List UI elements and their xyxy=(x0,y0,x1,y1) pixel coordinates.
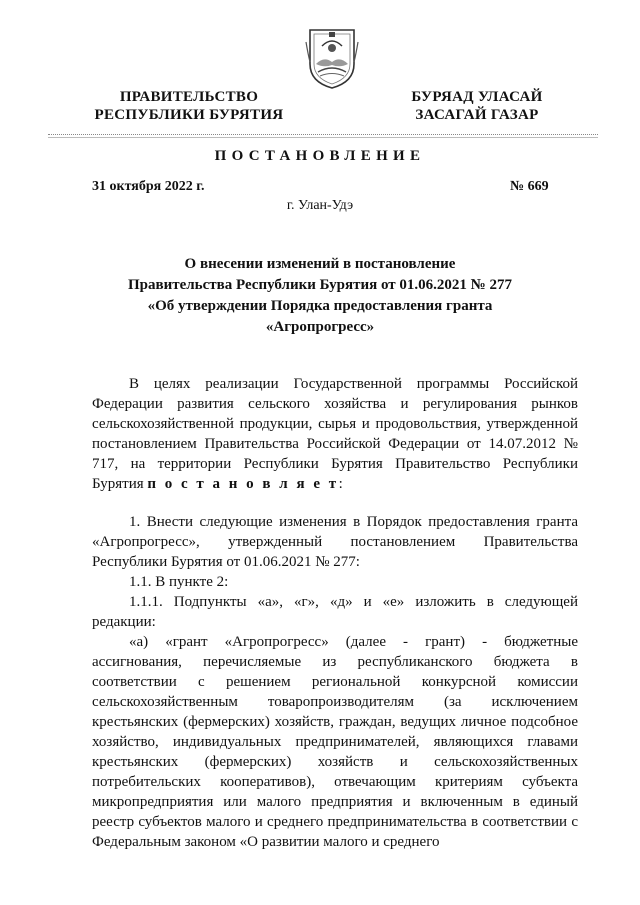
government-name-buryat xyxy=(392,88,562,124)
preamble-text: В целях реализации Государственной программы Российской Федерации развития сельского хозяйства и регулирования рынков сельскохозяйственной продукции, сырья и продовольствия, утвержденной постановлением Правительства Российской Федерации от 14.07.2012 № 717, на территории Республики Бурятия Правительство Республики Бурятия xyxy=(92,376,578,492)
preamble-paragraph xyxy=(92,374,578,494)
document-date: 31 октября 2022 г. xyxy=(92,179,205,194)
document-number: № 669 xyxy=(510,179,549,194)
header-left-line2: РЕСПУБЛИКИ БУРЯТИЯ xyxy=(94,107,284,123)
document-type: ПОСТАНОВЛЕНИЕ xyxy=(214,148,426,164)
item-1-1: 1.1. В пункте 2: xyxy=(129,574,229,590)
header-divider-secondary xyxy=(48,137,598,138)
title-line: «Агропрогресс» xyxy=(265,319,375,335)
document-title xyxy=(100,254,540,338)
header-left-line1: ПРАВИТЕЛЬСТВО xyxy=(119,89,259,105)
header-divider xyxy=(48,134,598,135)
title-line: «Об утверждении Порядка предоставления гранта xyxy=(147,298,493,314)
title-line: Правительства Республики Бурятия от 01.06.2021 № 277 xyxy=(127,277,512,293)
document-city: г. Улан-Удэ xyxy=(286,198,354,213)
decree-colon: : xyxy=(338,476,343,492)
coat-of-arms-icon xyxy=(304,24,360,90)
item-1: 1. Внести следующие изменения в Порядок предоставления гранта «Агропрогресс», утвержденный постановлением Правительства Республики Бурятия от 01.06.2021 № 277: xyxy=(92,514,578,570)
item-1-1-1: 1.1.1. Подпункты «а», «г», «д» и «е» изложить в следующей редакции: xyxy=(92,594,578,630)
government-name-russian xyxy=(94,88,284,124)
header-right-line2: ЗАСАГАЙ ГАЗАР xyxy=(415,107,539,123)
header-right-line1: БУРЯАД УЛАСАЙ xyxy=(411,89,543,105)
decree-word: п о с т а н о в л я е т xyxy=(147,476,339,492)
title-line: О внесении изменений в постановление xyxy=(184,256,456,272)
subitem-a: «а) «грант «Агропрогресс» (далее - грант) - бюджетные ассигнования, перечисляемые из республиканского бюджета в соответствии с решением региональной конкурсной комиссии сельскохозяйственным товаропроизводителям (за исключением крестьянских (фермерских) хозяйств, граждан, ведущих личное подсобное хозяйство, индивидуальных предпринимателей, являющихся главами крестьянских (фермерских) хозяйств и сельскохозяйственных потребительских кооперативов), отвечающим критериям субъекта микропредприятия или малого предприятия и включенным в единый реестр субъектов малого и среднего предпринимательства в соответствии с Федеральным законом «О развитии малого и среднего xyxy=(92,634,578,850)
